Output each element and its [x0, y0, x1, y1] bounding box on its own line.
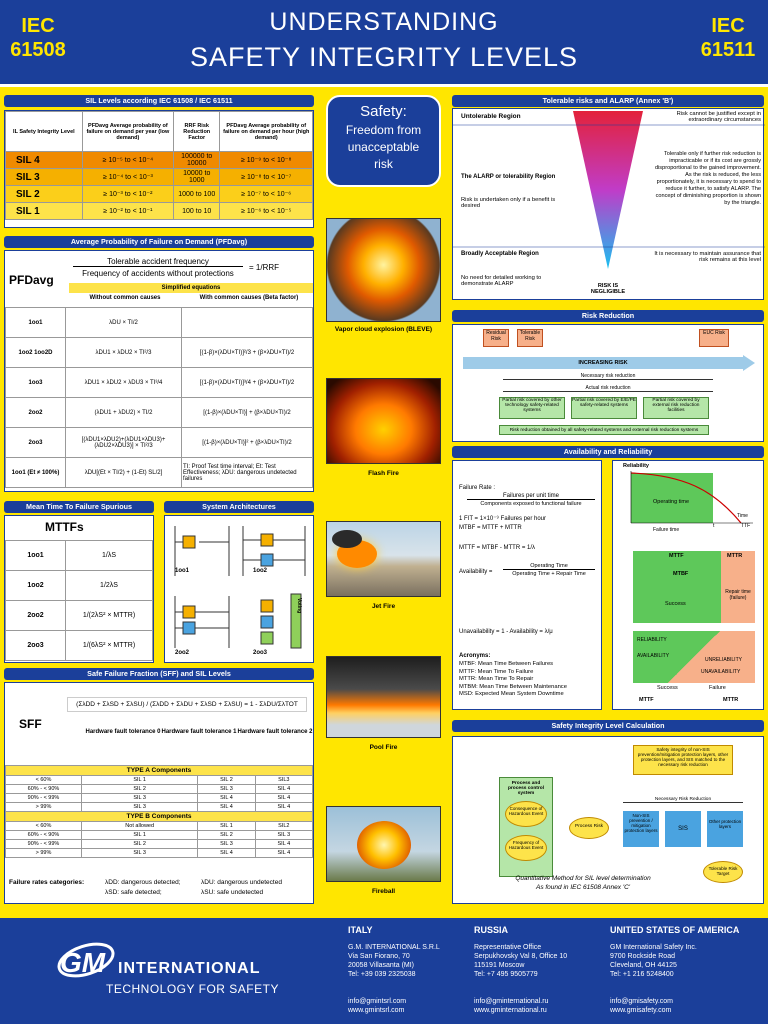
- acronym: MTBM: Mean Time Between Maintenance: [459, 683, 567, 690]
- table-row: [6, 785, 313, 794]
- sff-cell: Not allowed: [82, 822, 198, 831]
- sis-block: SIS: [665, 811, 701, 847]
- process-label: Process and process control system: [508, 781, 544, 796]
- sff-cell: 60% - < 90%: [6, 785, 82, 794]
- sff-cell: SIL 3: [198, 840, 255, 849]
- value-cell: 1/2λS: [66, 571, 153, 601]
- col-header: PFDavg Average probability of failure on demand per year (low demand): [82, 112, 173, 152]
- architectures-diagram: [164, 515, 314, 663]
- mttf-label: MTTF: [639, 697, 654, 703]
- svg-text:GM: GM: [60, 947, 106, 978]
- sff-grid: [5, 765, 313, 858]
- broad-sub: No need for detailed working to demonstrate ALARP: [461, 275, 542, 287]
- sff-cell: SIL 1: [198, 822, 255, 831]
- pfd-table: [4, 250, 314, 492]
- sil-calc-caption: As found in IEC 61508 Annex 'C': [535, 884, 631, 891]
- pfd-heading: Average Probability of Failure on Demand (PFDavg): [4, 236, 314, 248]
- increasing-risk-arrow: INCREASING RISK: [463, 357, 743, 369]
- sff-cell: SIL 2: [198, 776, 255, 785]
- sff-cell: > 99%: [6, 849, 82, 858]
- pfh-cell: ≥ 10⁻⁸ to < 10⁻⁷: [220, 169, 313, 186]
- table-row: [6, 428, 313, 458]
- acronyms-title: Acronyms:: [459, 653, 491, 659]
- table-row: [6, 169, 313, 186]
- alarp-note: Tolerable only if further risk reduction is impracticable or if its cost are grossly disproportional to the gained improvement. As the risk is reduced, the less proportionately, it is necessary to spend to reduce it further, to satisfy ALARP. The concept of diminishing proportion is shown by the triangle.: [654, 151, 761, 206]
- partial-risk-box: Partial risk covered by other technology safety-related systems: [499, 397, 565, 419]
- sff-table: [4, 682, 314, 904]
- office-address: 20058 Villasanta (MI): [348, 962, 415, 969]
- necessary-reduction: Necessary risk reduction: [503, 373, 713, 380]
- table-row: [6, 308, 313, 338]
- arch-cell: 1oo2 1oo2D: [6, 338, 66, 368]
- table-row: [6, 203, 313, 220]
- office-website[interactable]: www.gmisafety.com: [610, 1007, 672, 1014]
- failure-cat: λSU: safe undetected: [201, 889, 264, 896]
- mtbf-success-area: [633, 551, 721, 623]
- arch-cell: 1oo1 (Et ≠ 100%): [6, 458, 66, 488]
- sff-cell: > 99%: [6, 803, 82, 812]
- arrow-head: [743, 355, 755, 371]
- badge-line: 61511: [700, 39, 756, 61]
- fit-definition: 1 FIT = 1×10⁻⁹ Failures per hour: [459, 516, 547, 522]
- intolerable-label: Untolerable Region: [461, 113, 521, 120]
- availability-denominator: Operating Time + Repair Time: [512, 571, 586, 577]
- office-address: Cleveland, OH 44125: [610, 962, 677, 969]
- arch-cell: 2oo2: [6, 398, 66, 428]
- sff-cell: SIL2: [255, 822, 312, 831]
- frequency-ellipse: Frequency of Hazardous Event: [505, 835, 547, 861]
- mttf-equation: MTTF = MTBF - MTTR = 1/λ: [459, 545, 535, 551]
- risk-reduction-heading: Risk Reduction: [452, 310, 764, 322]
- iec-61511-badge: [696, 14, 760, 62]
- photo-caption: Flash Fire: [368, 470, 399, 477]
- pfd-cell: ≥ 10⁻³ to < 10⁻²: [82, 186, 173, 203]
- office-name: GM International Safety Inc.: [610, 944, 697, 951]
- partial-risk-box: Partial risk covered by external risk reduction facilities: [643, 397, 709, 419]
- safety-line: Safety:: [360, 103, 407, 120]
- pool-fire-photo: [326, 656, 441, 738]
- brand-tagline: TECHNOLOGY FOR SAFETY: [106, 982, 279, 996]
- failure-rate-label: Failure Rate :: [459, 485, 496, 491]
- residual-risk-box: Residual Risk: [483, 329, 509, 347]
- iec-61508-badge: [8, 14, 68, 62]
- badge-line: IEC: [711, 15, 745, 37]
- pfh-cell: ≥ 10⁻⁶ to < 10⁻⁵: [220, 203, 313, 220]
- alarp-sub-label: Risk is undertaken only if a benefit is desired: [461, 197, 556, 209]
- time-label: Time: [737, 513, 748, 519]
- lambda-numerator: Failures per unit time: [467, 493, 595, 500]
- table-row: [6, 368, 313, 398]
- hft-col: Hardware fault tolerance 1: [161, 729, 237, 735]
- footer-bar: [0, 918, 768, 1024]
- acronyms-list: [459, 661, 567, 699]
- voting-label: Voting: [296, 598, 302, 614]
- reliability-graphs: [612, 460, 764, 710]
- office-address: 115191 Moscow: [474, 962, 525, 969]
- failure-time-label: Failure time: [653, 527, 680, 533]
- table-row: [6, 803, 313, 812]
- alarp-heading: Tolerable risks and ALARP (Annex 'B'): [452, 95, 764, 107]
- office-address: 9700 Rockside Road: [610, 953, 675, 960]
- sff-cell: SIL 2: [82, 840, 198, 849]
- office-website[interactable]: www.gminternational.ru: [474, 1007, 547, 1014]
- office-country: RUSSIA: [474, 925, 509, 935]
- office-usa: [610, 926, 739, 1015]
- sff-cell: < 60%: [6, 822, 82, 831]
- acronym: MSD: Expected Mean System Downtime: [459, 691, 564, 697]
- rrf-cell: 10000 to 1000: [173, 169, 220, 186]
- office-email[interactable]: info@gminternational.ru: [474, 998, 549, 1005]
- acronym: MTBF: Mean Time Between Failures: [459, 661, 554, 667]
- obtained-reduction-box: Risk reduction obtained by all safety-related systems and external risk reduction systems: [499, 425, 709, 435]
- pfd-label: PFDavg: [9, 273, 54, 287]
- mttr-label: MTTR: [723, 697, 739, 703]
- photo-caption: Vapor cloud explosion (BLEVE): [334, 326, 433, 333]
- sff-cell: SIL 2: [198, 831, 255, 840]
- mttr-label: MTTR: [727, 553, 743, 559]
- arch-label-2oo3: 2oo3: [253, 650, 268, 656]
- arch-label-1oo2: 1oo2: [253, 568, 268, 574]
- hft-col: Hardware fault tolerance 0: [85, 729, 161, 735]
- brand-name: INTERNATIONAL: [118, 960, 261, 977]
- gm-logo-icon: [56, 938, 116, 982]
- sil-calc-note: Safety integrity of non-SIS prevention/mitigation protection layers, other protection layers, and SIS matched to the necessary risk reduction: [633, 745, 733, 775]
- success-label: Success: [665, 601, 686, 607]
- type-a-label: TYPE A Components: [6, 766, 313, 776]
- without-cell: [(λDU1×λDU2)+(λDU1×λDU3)+(λDU2×λDU3)] × TI²/3: [66, 428, 182, 458]
- col-header: IL Safety Integrity Level: [6, 112, 83, 152]
- table-row: [6, 794, 313, 803]
- office-email[interactable]: info@gmintsrl.com: [348, 998, 407, 1005]
- formula-denominator: Frequency of accidents without protections: [82, 269, 234, 278]
- col-header: PFDavg Average probability of failure on demand per hour (high demand): [220, 112, 313, 152]
- with-cell: [(1-β)×(λDU×TI)]²/3 + (β×λDU×TI)/2: [182, 338, 313, 368]
- mttf-heading: Mean Time To Failure Spurious: [4, 501, 154, 513]
- availability-numerator: Operating Time: [503, 563, 595, 570]
- sff-label: SFF: [19, 717, 42, 731]
- sil-cell: SIL 1: [6, 203, 83, 220]
- unavailability-label: UNAVAILABILITY: [701, 669, 741, 675]
- pfd-cell: ≥ 10⁻⁴ to < 10⁻³: [82, 169, 173, 186]
- sff-cell: SIL 3: [82, 794, 198, 803]
- risk-reduction-diagram: [452, 324, 764, 442]
- sff-cell: 60% - < 90%: [6, 831, 82, 840]
- arch-cell: 1oo3: [6, 368, 66, 398]
- euc-risk-box: EUC Risk: [699, 329, 729, 347]
- alarp-diagram: [452, 108, 764, 300]
- sff-cell: SIL 4: [255, 840, 312, 849]
- tolerable-risk-box: Tolerable Risk: [517, 329, 543, 347]
- reliability-label: RELIABILITY: [637, 637, 667, 643]
- sff-cell: 90% - < 99%: [6, 840, 82, 849]
- architecture-drawing: [165, 516, 315, 664]
- pfd-cell: ≥ 10⁻² to < 10⁻¹: [82, 203, 173, 220]
- with-cell: [(1-β)×(λDU×TI)]² + (β×λDU×TI)/2: [182, 428, 313, 458]
- arch-cell: 1oo1: [6, 541, 66, 571]
- without-cell: λDU1 × λDU2 × TI²/3: [66, 338, 182, 368]
- sff-cell: SIL 3: [255, 831, 312, 840]
- office-website[interactable]: www.gmintsrl.com: [348, 1007, 405, 1014]
- arch-cell: 1oo1: [6, 308, 66, 338]
- photo-caption: Pool Fire: [369, 744, 398, 751]
- sil-calc-diagram: [452, 736, 764, 904]
- office-name: G.M. INTERNATIONAL S.R.L: [348, 944, 440, 951]
- availability-heading: Availability and Reliability: [452, 446, 764, 458]
- ttf-label: TTF: [741, 523, 751, 529]
- arch-cell: 2oo2: [6, 601, 66, 631]
- type-a-header: [6, 766, 313, 776]
- office-russia: [474, 926, 567, 1015]
- title-banner: [0, 0, 768, 84]
- failure-cat: λSD: safe detected;: [105, 889, 162, 896]
- sff-cell: SIL 4: [255, 849, 312, 858]
- acronym: MTTR: Mean Time To Repair: [459, 676, 534, 682]
- col-with: With common causes (Beta factor): [199, 295, 299, 301]
- jet-fire-photo: [326, 521, 441, 597]
- availability-label: Availability =: [459, 569, 493, 575]
- office-country: ITALY: [348, 925, 373, 935]
- office-name: Representative Office: [474, 944, 542, 951]
- col-header: RRF Risk Reduction Factor: [173, 112, 220, 152]
- sff-cell: SIL 3: [82, 849, 198, 858]
- failure-cats-label: Failure rates categories:: [9, 879, 85, 886]
- table-row: [6, 338, 313, 368]
- with-cell: [182, 308, 313, 338]
- formula-rhs: = 1/RRF: [249, 263, 280, 272]
- mttf-label: MTTF: [669, 553, 684, 559]
- badge-line: 61508: [10, 39, 66, 61]
- failure-label: Failure: [709, 685, 726, 691]
- photo-caption: Jet Fire: [371, 603, 396, 610]
- sff-heading: Safe Failure Fraction (SFF) and SIL Levels: [4, 668, 314, 680]
- lambda-denominator: Components exposed to functional failure: [480, 501, 582, 507]
- rrf-cell: 1000 to 100: [173, 186, 220, 203]
- arch-label-2oo2: 2oo2: [175, 650, 190, 656]
- with-cell: TI: Proof Test time interval; Et: Test Effectiveness; λDU: dangerous undetected failures: [182, 458, 313, 488]
- without-cell: (λDU1 + λDU2) × TI/2: [66, 398, 182, 428]
- t-label: t: [713, 523, 715, 529]
- photo-caption: Fireball: [371, 888, 396, 895]
- unreliability-label: UNRELIABILITY: [705, 657, 742, 663]
- table-row: [6, 840, 313, 849]
- office-address: Via San Fiorano, 70: [348, 953, 410, 960]
- table-row: [6, 458, 313, 488]
- flash-fire-photo: [326, 378, 441, 464]
- sil-calc-heading: Safety Integrity Level Calculation: [452, 720, 764, 732]
- consequence-ellipse: Consequence of Hazardous Event: [505, 801, 547, 827]
- mtbf-equation: MTBF = MTTF + MTTR: [459, 525, 522, 531]
- failure-cat: λDD: dangerous detected;: [105, 879, 181, 886]
- actual-reduction: Actual risk reduction: [503, 385, 713, 392]
- pfd-rows: [5, 307, 313, 488]
- page-title-line1: UNDERSTANDING: [269, 8, 499, 36]
- table-row: [6, 398, 313, 428]
- other-layers-block: Other protection layers: [707, 811, 743, 847]
- broad-note: It is necessary to maintain assurance that risk remains at this level: [654, 251, 761, 263]
- pfh-cell: ≥ 10⁻⁹ to < 10⁻⁸: [220, 152, 313, 169]
- arch-label-1oo1: 1oo1: [175, 568, 190, 574]
- office-phone: Tel: +1 216 5248400: [610, 971, 674, 978]
- sff-formula: (ΣλDD + ΣλSD + ΣλSU) / (ΣλDD + ΣλDU + ΣλSD + ΣλSU) = 1 - ΣλDU/ΣλTOT: [67, 697, 307, 712]
- col-without: Without common causes: [89, 295, 161, 301]
- acronym: MTTF: Mean Time To Failure: [459, 668, 534, 675]
- arch-cell: 2oo3: [6, 428, 66, 458]
- sff-cell: SIL 4: [198, 794, 255, 803]
- necessary-reduction-label: Necessary Risk Reduction: [623, 797, 743, 803]
- table-row: [6, 571, 153, 601]
- sff-cell: < 60%: [6, 776, 82, 785]
- safety-line: risk: [374, 157, 393, 171]
- office-phone: Tel: +39 039 2325038: [348, 971, 416, 978]
- table-row: [6, 152, 313, 169]
- mttr-repair-area: [721, 551, 755, 623]
- rrf-cell: 100000 to 10000: [173, 152, 220, 169]
- gm-logo: [56, 938, 116, 982]
- risk-target-ellipse: Tolerable Risk Target: [703, 861, 743, 883]
- office-phone: Tel: +7 495 9505779: [474, 971, 538, 978]
- table-row: [6, 186, 313, 203]
- sil-calc-caption: Quantitative Method for SIL level determination: [515, 875, 651, 882]
- office-italy: [348, 926, 440, 1015]
- type-b-header: [6, 812, 313, 822]
- sil-levels-heading: SIL Levels according IEC 61508 / IEC 61511: [4, 95, 314, 107]
- with-cell: [(1-β)×(λDU×TI)]³/4 + (β×λDU×TI)/2: [182, 368, 313, 398]
- page-title-line2: SAFETY INTEGRITY LEVELS: [189, 42, 579, 72]
- sff-cell: SIL 4: [198, 803, 255, 812]
- safety-line: unacceptable: [347, 140, 420, 154]
- rrf-cell: 100 to 10: [173, 203, 220, 220]
- negligible-label: RISK IS NEGLIGIBLE: [590, 283, 626, 295]
- mttf-table: [4, 515, 154, 663]
- without-cell: λDU1 × λDU2 × λDU3 × TI³/4: [66, 368, 182, 398]
- sff-cell: SIL 4: [255, 803, 312, 812]
- hft-col: Hardware fault tolerance 2: [237, 729, 313, 735]
- table-row: [6, 776, 313, 785]
- sff-cell: SIL 3: [198, 785, 255, 794]
- badge-line: IEC: [21, 15, 55, 37]
- mttf-label: MTTFs: [45, 520, 84, 534]
- non-sis-block: Non-SIS prevention / mitigation protection layers: [623, 811, 659, 847]
- sil-cell: SIL 3: [6, 169, 83, 186]
- sff-cell: SIL 2: [82, 785, 198, 794]
- alarp-region-label: The ALARP or tolerability Region: [461, 174, 556, 180]
- pfh-cell: ≥ 10⁻⁷ to < 10⁻⁶: [220, 186, 313, 203]
- sff-cell: SIL 4: [255, 785, 312, 794]
- safety-definition-box: [326, 95, 441, 187]
- sff-cell: 90% - < 99%: [6, 794, 82, 803]
- sff-cell: SIL 1: [82, 831, 198, 840]
- success-label: Success: [657, 685, 678, 691]
- broad-label: Broadly Acceptable Region: [461, 251, 539, 257]
- title-divider: [0, 84, 768, 87]
- value-cell: 1/(6λS² × MTTR): [66, 631, 153, 661]
- sil-levels-table: [4, 110, 314, 228]
- table-row: [6, 831, 313, 840]
- mtbf-label: MTBF: [673, 571, 689, 577]
- repair-label: Repair time (failure): [725, 589, 751, 601]
- simplified-bar: Simplified equations: [69, 283, 313, 293]
- availability-region-label: AVAILABILITY: [637, 653, 670, 659]
- arch-cell: 1oo2: [6, 571, 66, 601]
- partial-risk-box: Partial risk covered by E/E/PE safety-related systems: [571, 397, 637, 419]
- table-row: [6, 849, 313, 858]
- reliability-axis-label: Reliability: [623, 463, 649, 469]
- availability-formulas: [452, 460, 602, 710]
- operating-time-label: Operating time: [653, 499, 690, 505]
- safety-line: Freedom from: [345, 123, 422, 137]
- process-risk-ellipse: Process Risk: [569, 817, 609, 839]
- sff-cell: SIL 3: [82, 803, 198, 812]
- with-cell: [(1-β)×(λDU×TI)] + (β×λDU×TI)/2: [182, 398, 313, 428]
- bleve-photo: [326, 218, 441, 322]
- formula-numerator: Tolerable accident frequency: [73, 257, 243, 267]
- intolerable-note: Risk cannot be justified except in extraordinary circumstances: [676, 111, 761, 123]
- office-address: Serpukhovsky Val 8, Office 10: [474, 953, 568, 960]
- pfd-cell: ≥ 10⁻⁵ to < 10⁻⁴: [82, 152, 173, 169]
- value-cell: 1/(2λS² × MTTR): [66, 601, 153, 631]
- sff-cell: SIL 1: [82, 776, 198, 785]
- without-cell: λDU[(Et × TI/2) + (1-Et) SL/2]: [66, 458, 182, 488]
- without-cell: λDU × TI/2: [66, 308, 182, 338]
- value-cell: 1/λS: [66, 541, 153, 571]
- sil-cell: SIL 4: [6, 152, 83, 169]
- arch-cell: 2oo3: [6, 631, 66, 661]
- table-row: [6, 601, 153, 631]
- type-b-label: TYPE B Components: [6, 812, 313, 822]
- architectures-heading: System Architectures: [164, 501, 314, 513]
- table-row: [6, 541, 153, 571]
- sff-cell: SIL 4: [198, 849, 255, 858]
- sil-cell: SIL 2: [6, 186, 83, 203]
- fireball-photo: [326, 806, 441, 882]
- sff-cell: SIL3: [255, 776, 312, 785]
- failure-cat: λDU: dangerous undetected: [201, 879, 282, 886]
- office-country: UNITED STATES OF AMERICA: [610, 925, 740, 935]
- sff-cell: SIL 4: [255, 794, 312, 803]
- table-row: [6, 631, 153, 661]
- table-row: [6, 822, 313, 831]
- office-email[interactable]: info@gmisafety.com: [610, 998, 673, 1005]
- unavailability-equation: Unavailability = 1 - Availability = λ/μ: [459, 629, 553, 635]
